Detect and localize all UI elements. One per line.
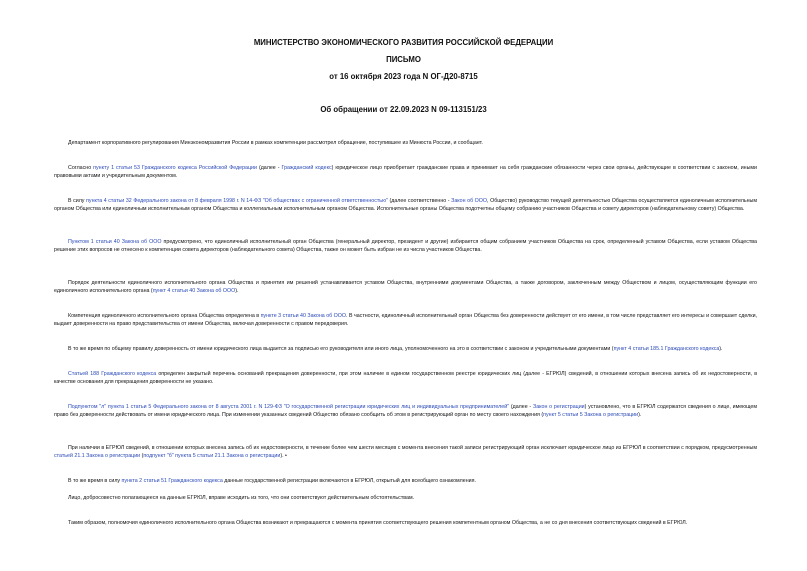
link-reg-21-1[interactable]: статьей 21.1 Закона о регистрации (54, 453, 141, 460)
paragraph-11 (54, 477, 757, 485)
paragraph-12 (54, 494, 757, 502)
link-reg-5-5[interactable]: пункт 5 статьи 5 Закона о регистрации (543, 412, 639, 419)
text: . В частности, единоличный исполнительный орган Общества без доверенности действует от его имени, в том числе представляет его интересы и совершает сделки, выдает доверенности на право представительства от имени Общества, включая доверенности с правом передоверия. (54, 313, 758, 328)
link-registration-law[interactable]: Закон о регистрации (533, 404, 585, 410)
text: В то же время в силу (68, 478, 122, 484)
paragraph-7 (54, 345, 757, 353)
text: (далее - (256, 165, 282, 171)
document-subject: Об обращении от 22.09.2023 N 09-113151/23 (320, 105, 487, 114)
text: данные государственной регистрации включаются в ЕГРЮЛ, открытый для всеобщего ознакомления. (222, 478, 476, 484)
link-gk[interactable]: Гражданский кодекс (281, 165, 332, 171)
paragraph-9 (54, 403, 757, 419)
paragraph-13 (54, 519, 757, 527)
text: ( (140, 453, 144, 460)
text: Таким образом, полномочия единоличного исполнительного органа Общества возникают и прекращаются с момента принятия соответствующего решения компетентным органом Общества, а не со дня внесения соответствующих сведений в ЕГРЮЛ. (68, 520, 688, 526)
link-gk-188[interactable]: Статьей 188 Гражданского кодекса (68, 371, 157, 377)
text: Согласно (68, 165, 94, 171)
paragraph-8 (54, 370, 757, 386)
document-date-number: от 16 октября 2023 года N ОГ-Д20-8715 (329, 72, 478, 81)
text: Департамент корпоративного регулирования Минэкономразвития России в рамках компетенции рассмотрел обращение, поступившее из Минюста России, и сообщает. (68, 140, 483, 146)
text: Лицо, добросовестно полагающееся на данные ЕГРЮЛ, вправе исходить из того, что они соответствуют действительным обстоятельствам. (68, 495, 415, 501)
link-ooo-40-3[interactable]: пункте 3 статьи 40 Закона об ООО (260, 313, 347, 319)
link-ooo-40-1[interactable]: Пунктом 1 статьи 40 Закона об ООО (68, 239, 162, 245)
paragraph-5 (54, 279, 757, 295)
text: ). (719, 346, 723, 352)
text: ). (235, 288, 239, 295)
text: ) установлено, что в ЕГРЮЛ содержатся сведения о лице, имеющем право без доверенности действовать от имени юридического лица. При изменении указанных сведений Общество обязано сообщить об этом в регистрирующий орган по месту своего нахождения ( (54, 404, 758, 419)
document-type: ПИСЬМО (386, 55, 421, 64)
paragraph-2 (54, 164, 757, 180)
text: Компетенция единоличного исполнительного органа Общества определена в (68, 313, 261, 319)
link-ooo-40-4[interactable]: пункт 4 статьи 40 Закона об ООО (152, 288, 236, 295)
text: (далее - (509, 404, 533, 410)
text: (далее соответственно - (387, 198, 452, 204)
text: ). (638, 412, 642, 419)
text: При наличии в ЕГРЮЛ сведений, в отношении которых внесена запись об их недостоверности, в течение более чем шести месяцев с момента внесения такой записи регистрирующий орган исключает юридическое лицо из ЕГРЮЛ в соответствии с порядком, предусмотренным (68, 445, 757, 451)
text: Порядок деятельности единоличного исполнительного органа Общества и принятия им решений устанавливается уставом Общества, внутренними документами Общества, а также договором, заключенным между Обществом и лицом, осуществляющим функции его единоличного исполнительного органа ( (54, 280, 757, 295)
link-14fz-32[interactable]: пункта 4 статьи 32 Федерального закона от 8 февраля 1998 г. N 14-ФЗ "Об обществах с ограниченной ответственностью" (86, 198, 388, 204)
paragraph-6 (54, 312, 757, 328)
link-reg-21-1-5b[interactable]: подпункт "б" пункта 5 статьи 21.1 Закона о регистрации (143, 453, 281, 460)
text: ). • (280, 453, 287, 460)
link-gk-51-2[interactable]: пункта 2 статьи 51 Гражданского кодекса (121, 478, 223, 484)
paragraph-10 (54, 444, 757, 460)
paragraph-3 (54, 197, 757, 213)
text: , Общество) руководство текущей деятельностью Общества осуществляется единоличным исполнительным органом Общества или единоличным исполнительным органом Общества и коллегиальным исполнительным органом Общества. Исполнительные органы Общества подотчетны общему собранию участников Общества и совету директоров (наблюдательному совету) Общества. (54, 198, 757, 213)
text: В то же время по общему правилу доверенность от имени юридического лица выдается за подписью его руководителя или иного лица, уполномоченного на это в соответствии с законом и учредительными документами ( (68, 346, 614, 352)
ministry-title: МИНИСТЕРСТВО ЭКОНОМИЧЕСКОГО РАЗВИТИЯ РОССИЙСКОЙ ФЕДЕРАЦИИ (253, 38, 554, 47)
link-ooo-law[interactable]: Закон об ООО (451, 198, 488, 204)
link-gk-53[interactable]: пункту 1 статьи 53 Гражданского кодекса Российской Федерации (93, 165, 257, 171)
link-gk-185-1[interactable]: пункт 4 статьи 185.1 Гражданского кодекса (613, 346, 720, 352)
text: определен закрытый перечень оснований прекращения доверенности, при этом наличие в едином государственном реестре юридических лиц (далее - ЕГРЮЛ) сведений, в отношении которых внесена запись об их недостоверности, в качестве основания для прекращения доверенности не указано. (54, 371, 758, 386)
text: В силу (68, 198, 87, 204)
paragraph-4 (54, 238, 757, 254)
text: предусмотрено, что единоличный исполнительный орган Общества (генеральный директор, президент и другие) избирается общим собранием участников Общества на срок, определенный уставом Общества, если уставом Общества решение этих вопросов не отнесено к компетенции совета директоров (наблюдательного совета) Общества, также он может быть избран не из числа участников Общества. (54, 239, 757, 254)
paragraph-1 (54, 139, 757, 147)
text: ) юридическое лицо приобретает гражданские права и принимает на себя гражданские обязанности через свои органы, действующие в соответствии с законом, иными правовыми актами и учредительным документом. (54, 165, 757, 180)
link-129fz-5[interactable]: Подпунктом "л" пункта 1 статьи 5 Федерального закона от 8 августа 2001 г. N 129-ФЗ "О государственной регистрации юридических лиц и индивидуальных предпринимателей" (68, 404, 510, 410)
